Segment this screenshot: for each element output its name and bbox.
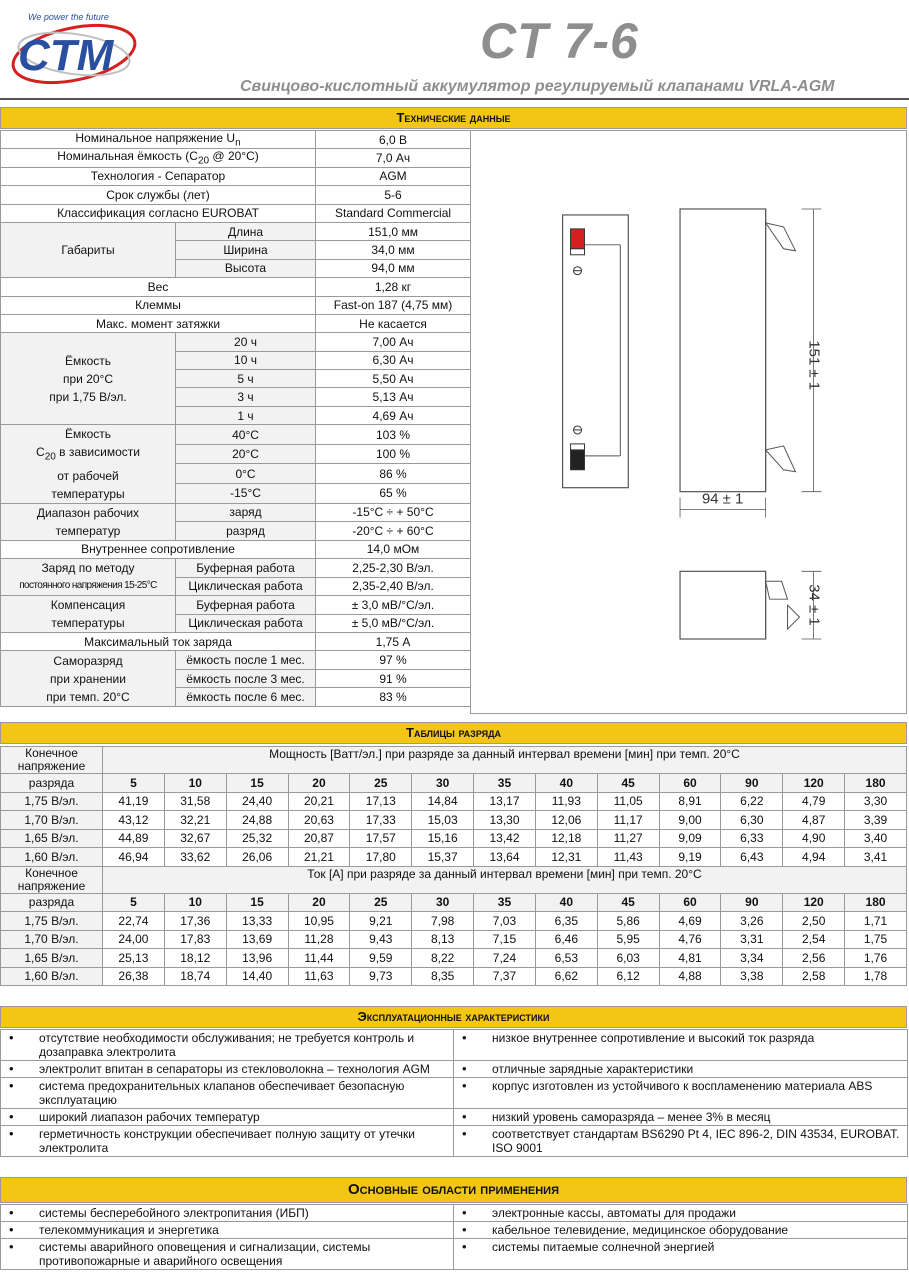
discharge-value: 9,21 — [350, 912, 412, 931]
header-divider — [0, 98, 909, 100]
discharge-value: 20,63 — [288, 811, 350, 830]
list-item: • системы аварийного оповещения и сигнализации, системы противопожарные и аварийного освещения — [1, 1239, 454, 1270]
list-item: • система предохранительных клапанов обеспечивает безопасную эксплуатацию — [1, 1078, 454, 1109]
discharge-value: 13,30 — [474, 811, 536, 830]
minutes-header: 35 — [474, 774, 536, 793]
minutes-header: 90 — [721, 774, 783, 793]
list-item: • отличные зарядные характеристики — [454, 1061, 908, 1078]
table-row — [1, 296, 471, 314]
table-row — [1, 930, 907, 949]
discharge-value: 43,12 — [103, 811, 165, 830]
table-row — [1, 829, 907, 848]
classification-value: Standard Commercial — [316, 204, 471, 222]
discharge-value: 11,17 — [597, 811, 659, 830]
torque-value: Не касается — [316, 314, 471, 332]
list-item: • электролит впитан в сепараторы из стекловолокна – технология AGM — [1, 1061, 454, 1078]
discharge-value: 31,58 — [164, 792, 226, 811]
discharge-value: 8,35 — [412, 967, 474, 986]
discharge-value: 3,40 — [845, 829, 907, 848]
discharge-value: 6,30 — [721, 811, 783, 830]
self-discharge-key: ёмкость после 1 мес. — [176, 651, 316, 669]
rate-key: 20 ч — [176, 333, 316, 351]
discharge-value: 21,21 — [288, 848, 350, 867]
weight-label: Вес — [1, 278, 316, 296]
table-row — [1, 425, 471, 445]
table-row — [1, 633, 471, 651]
charge-key: Буферная работа — [176, 559, 316, 578]
internal-resistance-value: 14,0 мОм — [316, 540, 471, 558]
temp-range-label: Диапазон рабочих температур — [1, 503, 176, 540]
discharge-value: 15,03 — [412, 811, 474, 830]
self-discharge-value: 97 % — [316, 651, 471, 669]
discharge-value: 13,64 — [474, 848, 536, 867]
list-row — [1, 1126, 908, 1157]
list-item: • системы питаемые солнечной энергией — [454, 1239, 908, 1270]
discharge-value: 4,87 — [783, 811, 845, 830]
end-voltage: 1,60 В/эл. — [1, 967, 103, 986]
discharge-value: 10,95 — [288, 912, 350, 931]
torque-label: Макс. момент затяжки — [1, 314, 316, 332]
end-voltage: 1,65 В/эл. — [1, 949, 103, 968]
discharge-value: 8,13 — [412, 930, 474, 949]
table-row — [1, 949, 907, 968]
minutes-header: 15 — [226, 774, 288, 793]
table-row — [1, 149, 471, 167]
nominal-voltage-label: Номинальное напряжение $U_n$ — [1, 131, 316, 149]
discharge-value: 8,91 — [659, 792, 721, 811]
list-row — [1, 1205, 908, 1222]
list-row — [1, 1222, 908, 1239]
discharge-value: 15,16 — [412, 829, 474, 848]
rate-key: 3 ч — [176, 388, 316, 406]
minutes-header: 120 — [783, 893, 845, 912]
discharge-value: 1,71 — [845, 912, 907, 931]
discharge-value: 17,36 — [164, 912, 226, 931]
discharge-value: 9,59 — [350, 949, 412, 968]
discharge-value: 17,83 — [164, 930, 226, 949]
minutes-header: 40 — [535, 893, 597, 912]
tech-data-title: Технические данные — [396, 110, 511, 125]
temp-compensation-label: Компенсация температуры — [1, 596, 176, 633]
end-voltage: 1,60 В/эл. — [1, 848, 103, 867]
end-voltage: 1,70 В/эл. — [1, 811, 103, 830]
discharge-value: 1,78 — [845, 967, 907, 986]
discharge-value: 9,73 — [350, 967, 412, 986]
discharge-value: 44,89 — [103, 829, 165, 848]
list-item: • низкий уровень саморазряда – менее 3% в месяц — [454, 1109, 908, 1126]
ctm-logo — [6, 4, 142, 88]
charge-value: 2,35-2,40 В/эл. — [316, 577, 471, 596]
discharge-value: 12,18 — [535, 829, 597, 848]
discharge-value: 41,19 — [103, 792, 165, 811]
service-life-value: 5-6 — [316, 186, 471, 204]
list-item: • герметичность конструкции обеспечивает полную защиту от утечки электролита — [1, 1126, 454, 1157]
discharge-value: 13,69 — [226, 930, 288, 949]
minutes-header: 180 — [845, 893, 907, 912]
charge-value: 2,25-2,30 В/эл. — [316, 559, 471, 578]
discharge-banner — [0, 722, 907, 744]
dimension-value: 94,0 мм — [316, 259, 471, 277]
product-subtitle: Свинцово-кислотный аккумулятор регулируемый клапанами VRLA-AGM — [240, 78, 835, 95]
discharge-value: 6,53 — [535, 949, 597, 968]
discharge-value: 20,21 — [288, 792, 350, 811]
list-item: • корпус изготовлен из устойчивого к воспламенению материала ABS — [454, 1078, 908, 1109]
table-row — [1, 186, 471, 204]
features-list — [0, 1029, 908, 1157]
range-key: заряд — [176, 503, 316, 522]
discharge-value: 1,76 — [845, 949, 907, 968]
discharge-value: 46,94 — [103, 848, 165, 867]
minutes-header: 90 — [721, 893, 783, 912]
discharge-value: 13,17 — [474, 792, 536, 811]
end-voltage: 1,70 В/эл. — [1, 930, 103, 949]
range-value: -20°С ÷ + 60°С — [316, 522, 471, 541]
minutes-header: 20 — [288, 774, 350, 793]
list-item: • телекоммуникация и энергетика — [1, 1222, 454, 1239]
discharge-value: 22,74 — [103, 912, 165, 931]
temp-value: 65 % — [316, 484, 471, 504]
self-discharge-key: ёмкость после 6 мес. — [176, 688, 316, 706]
minutes-header: 5 — [103, 774, 165, 793]
discharge-value: 4,94 — [783, 848, 845, 867]
self-discharge-value: 83 % — [316, 688, 471, 706]
range-key: разряд — [176, 522, 316, 541]
discharge-table — [0, 746, 907, 986]
list-row — [1, 1109, 908, 1126]
technology-label: Технология - Сепаратор — [1, 167, 316, 185]
width-dimension-label: 94 ± 1 — [701, 490, 744, 508]
end-voltage: 1,75 В/эл. — [1, 912, 103, 931]
discharge-value: 2,54 — [783, 930, 845, 949]
terminals-label: Клеммы — [1, 296, 316, 314]
discharge-value: 9,00 — [659, 811, 721, 830]
logo-slogan: We power the future — [28, 12, 109, 22]
compensation-key: Циклическая работа — [176, 614, 316, 633]
discharge-value: 17,57 — [350, 829, 412, 848]
discharge-value: 7,03 — [474, 912, 536, 931]
table-row — [1, 967, 907, 986]
dimension-drawing — [471, 131, 906, 713]
discharge-value: 11,93 — [535, 792, 597, 811]
discharge-value: 24,40 — [226, 792, 288, 811]
battery-drawing — [470, 130, 907, 714]
features-banner — [0, 1006, 907, 1028]
discharge-value: 4,69 — [659, 912, 721, 931]
discharge-value: 3,38 — [721, 967, 783, 986]
table-row — [1, 811, 907, 830]
discharge-value: 3,31 — [721, 930, 783, 949]
discharge-value: 8,22 — [412, 949, 474, 968]
discharge-value: 7,24 — [474, 949, 536, 968]
discharge-value: 13,42 — [474, 829, 536, 848]
minutes-header: 40 — [535, 774, 597, 793]
discharge-value: 15,37 — [412, 848, 474, 867]
capacity-temp-label: Ёмкость $С_{20}$ в зависимости от рабочей температуры — [1, 425, 176, 503]
list-item: • низкое внутреннее сопротивление и высокий ток разряда — [454, 1030, 908, 1061]
minutes-header: 45 — [597, 774, 659, 793]
discharge-value: 7,37 — [474, 967, 536, 986]
service-life-label: Срок службы (лет) — [1, 186, 316, 204]
minutes-header: 10 — [164, 774, 226, 793]
discharge-value: 11,27 — [597, 829, 659, 848]
list-row — [1, 1061, 908, 1078]
list-item: • электронные кассы, автоматы для продажи — [454, 1205, 908, 1222]
discharge-value: 12,06 — [535, 811, 597, 830]
list-item: • системы бесперебойного электропитания (ИБП) — [1, 1205, 454, 1222]
discharge-value: 2,58 — [783, 967, 845, 986]
table-row — [1, 503, 471, 522]
dimension-value: 34,0 мм — [316, 241, 471, 259]
terminals-value: Fast-on 187 (4,75 мм) — [316, 296, 471, 314]
table-row — [1, 792, 907, 811]
end-voltage: 1,65 В/эл. — [1, 829, 103, 848]
discharge-value: 3,30 — [845, 792, 907, 811]
table-row — [1, 912, 907, 931]
range-value: -15°С ÷ + 50°С — [316, 503, 471, 522]
discharge-value: 17,13 — [350, 792, 412, 811]
list-item: • кабельное телевидение, медицинское оборудование — [454, 1222, 908, 1239]
table-row — [1, 651, 471, 669]
discharge-value: 4,90 — [783, 829, 845, 848]
dimension-value: 151,0 мм — [316, 222, 471, 240]
discharge-value: 13,96 — [226, 949, 288, 968]
model-title: CT 7-6 — [480, 13, 639, 69]
max-charge-current-value: 1,75 А — [316, 633, 471, 651]
discharge-value: 6,22 — [721, 792, 783, 811]
discharge-value: 6,35 — [535, 912, 597, 931]
discharge-value: 18,74 — [164, 967, 226, 986]
discharge-value: 11,43 — [597, 848, 659, 867]
end-voltage: 1,75 В/эл. — [1, 792, 103, 811]
discharge-value: 6,12 — [597, 967, 659, 986]
weight-value: 1,28 кг — [316, 278, 471, 296]
minutes-header: 20 — [288, 893, 350, 912]
discharge-value: 3,41 — [845, 848, 907, 867]
temp-key: -15°С — [176, 484, 316, 504]
discharge-value: 7,98 — [412, 912, 474, 931]
classification-label: Классификация согласно EUROBAT — [1, 204, 316, 222]
discharge-value: 9,43 — [350, 930, 412, 949]
charge-key: Циклическая работа — [176, 577, 316, 596]
temp-value: 100 % — [316, 444, 471, 464]
table-row — [1, 314, 471, 332]
dimension-key: Высота — [176, 259, 316, 277]
height-dimension-label: 151 ± 1 — [805, 340, 823, 391]
discharge-value: 14,84 — [412, 792, 474, 811]
rate-key: 5 ч — [176, 370, 316, 388]
features-title: Эксплуатационные характеристики — [357, 1009, 550, 1024]
table-row — [1, 559, 471, 578]
discharge-value: 14,40 — [226, 967, 288, 986]
compensation-key: Буферная работа — [176, 596, 316, 615]
depth-dimension-label: 34 ± 1 — [805, 584, 823, 626]
compensation-value: ± 3,0 мВ/°С/эл. — [316, 596, 471, 615]
discharge-value: 32,67 — [164, 829, 226, 848]
temp-value: 86 % — [316, 464, 471, 484]
minutes-header: 30 — [412, 893, 474, 912]
discharge-label: разряда — [1, 893, 103, 912]
applications-banner — [0, 1177, 907, 1203]
discharge-value: 20,87 — [288, 829, 350, 848]
discharge-value: 32,21 — [164, 811, 226, 830]
table-row — [1, 222, 471, 240]
list-row — [1, 1078, 908, 1109]
discharge-value: 9,19 — [659, 848, 721, 867]
positive-terminal-icon — [571, 229, 585, 249]
discharge-value: 24,00 — [103, 930, 165, 949]
minutes-header: 25 — [350, 893, 412, 912]
end-voltage-label: Конечное напряжение — [1, 866, 103, 893]
minutes-header: 60 — [659, 893, 721, 912]
discharge-value: 1,75 — [845, 930, 907, 949]
table-row — [1, 333, 471, 351]
rate-value: 4,69 Ач — [316, 406, 471, 424]
nominal-capacity-value: 7,0 Ач — [316, 149, 471, 167]
temp-key: 0°С — [176, 464, 316, 484]
table-row — [1, 596, 471, 615]
discharge-value: 6,43 — [721, 848, 783, 867]
discharge-value: 2,50 — [783, 912, 845, 931]
minutes-row — [1, 893, 907, 912]
dimensions-label: Габариты — [1, 222, 176, 277]
discharge-value: 13,33 — [226, 912, 288, 931]
charge-method-label: Заряд по методу постоянного напряжения 15-25°С — [1, 559, 176, 596]
discharge-value: 6,33 — [721, 829, 783, 848]
discharge-value: 25,13 — [103, 949, 165, 968]
tech-data-table — [0, 130, 471, 707]
self-discharge-label: Саморазряд при хранении при темп. 20°С — [1, 651, 176, 706]
discharge-value: 11,63 — [288, 967, 350, 986]
compensation-value: ± 5,0 мВ/°С/эл. — [316, 614, 471, 633]
minutes-header: 45 — [597, 893, 659, 912]
rate-value: 6,30 Ач — [316, 351, 471, 369]
end-voltage-label: Конечное напряжение — [1, 747, 103, 774]
list-item: • соответствует стандартам BS6290 Pt 4, IEC 896-2, DIN 43534, EUROBAT. ISO 9001 — [454, 1126, 908, 1157]
discharge-value: 17,80 — [350, 848, 412, 867]
discharge-caption: Ток [А] при разряде за данный интервал времени [мин] при темп. 20°С — [103, 866, 907, 893]
nominal-capacity-label: Номинальная ёмкость ($С_{20}$ @ 20°С) — [1, 149, 316, 167]
minutes-row — [1, 774, 907, 793]
dimension-key: Длина — [176, 222, 316, 240]
minutes-header: 15 — [226, 893, 288, 912]
discharge-value: 18,12 — [164, 949, 226, 968]
applications-list — [0, 1204, 908, 1270]
table-row — [1, 848, 907, 867]
discharge-label: разряда — [1, 774, 103, 793]
max-charge-current-label: Максимальный ток заряда — [1, 633, 316, 651]
discharge-value: 4,81 — [659, 949, 721, 968]
self-discharge-value: 91 % — [316, 669, 471, 687]
list-item: • широкий лиапазон рабочих температур — [1, 1109, 454, 1126]
discharge-value: 4,88 — [659, 967, 721, 986]
discharge-value: 26,06 — [226, 848, 288, 867]
list-row — [1, 1239, 908, 1270]
discharge-value: 6,62 — [535, 967, 597, 986]
discharge-value: 25,32 — [226, 829, 288, 848]
discharge-value: 6,03 — [597, 949, 659, 968]
minutes-header: 10 — [164, 893, 226, 912]
minutes-header: 60 — [659, 774, 721, 793]
discharge-value: 11,05 — [597, 792, 659, 811]
discharge-value: 4,79 — [783, 792, 845, 811]
discharge-value: 11,28 — [288, 930, 350, 949]
table-row — [1, 167, 471, 185]
minutes-header: 35 — [474, 893, 536, 912]
logo-text: CTM — [18, 31, 114, 80]
rate-value: 5,50 Ач — [316, 370, 471, 388]
discharge-value: 3,34 — [721, 949, 783, 968]
discharge-value: 6,46 — [535, 930, 597, 949]
dimension-key: Ширина — [176, 241, 316, 259]
minutes-header: 30 — [412, 774, 474, 793]
discharge-value: 3,39 — [845, 811, 907, 830]
internal-resistance-label: Внутреннее сопротивление — [1, 540, 316, 558]
discharge-value: 24,88 — [226, 811, 288, 830]
table-row — [1, 131, 471, 149]
discharge-value: 4,76 — [659, 930, 721, 949]
discharge-value: 26,38 — [103, 967, 165, 986]
discharge-caption: Мощность [Ватт/эл.] при разряде за данный интервал времени [мин] при темп. 20°С — [103, 747, 907, 774]
nominal-voltage-value: 6,0 В — [316, 131, 471, 149]
rate-key: 1 ч — [176, 406, 316, 424]
discharge-value: 9,09 — [659, 829, 721, 848]
discharge-value: 17,33 — [350, 811, 412, 830]
discharge-value: 12,31 — [535, 848, 597, 867]
capacity-rate-label: Ёмкость при 20°С при 1,75 В/эл. — [1, 333, 176, 425]
list-row — [1, 1030, 908, 1061]
discharge-value: 33,62 — [164, 848, 226, 867]
page-header — [0, 0, 909, 102]
discharge-title: Таблицы разряда — [406, 725, 501, 740]
list-item: • отсутствие необходимости обслуживания; не требуется контроль и дозаправка электролита — [1, 1030, 454, 1061]
negative-terminal-icon — [571, 450, 585, 470]
tech-data-banner — [0, 107, 907, 129]
technology-value: AGM — [316, 167, 471, 185]
rate-value: 7,00 Ач — [316, 333, 471, 351]
rate-value: 5,13 Ач — [316, 388, 471, 406]
self-discharge-key: ёмкость после 3 мес. — [176, 669, 316, 687]
minutes-header: 5 — [103, 893, 165, 912]
applications-title: Основные области применения — [348, 1181, 559, 1198]
table-row — [1, 540, 471, 558]
table-row — [1, 278, 471, 296]
minutes-header: 120 — [783, 774, 845, 793]
minutes-header: 180 — [845, 774, 907, 793]
temp-key: 20°С — [176, 444, 316, 464]
discharge-value: 2,56 — [783, 949, 845, 968]
discharge-value: 5,95 — [597, 930, 659, 949]
discharge-value: 3,26 — [721, 912, 783, 931]
temp-value: 103 % — [316, 425, 471, 445]
temp-key: 40°С — [176, 425, 316, 445]
minutes-header: 25 — [350, 774, 412, 793]
discharge-value: 7,15 — [474, 930, 536, 949]
table-row — [1, 204, 471, 222]
discharge-value: 11,44 — [288, 949, 350, 968]
discharge-value: 5,86 — [597, 912, 659, 931]
rate-key: 10 ч — [176, 351, 316, 369]
